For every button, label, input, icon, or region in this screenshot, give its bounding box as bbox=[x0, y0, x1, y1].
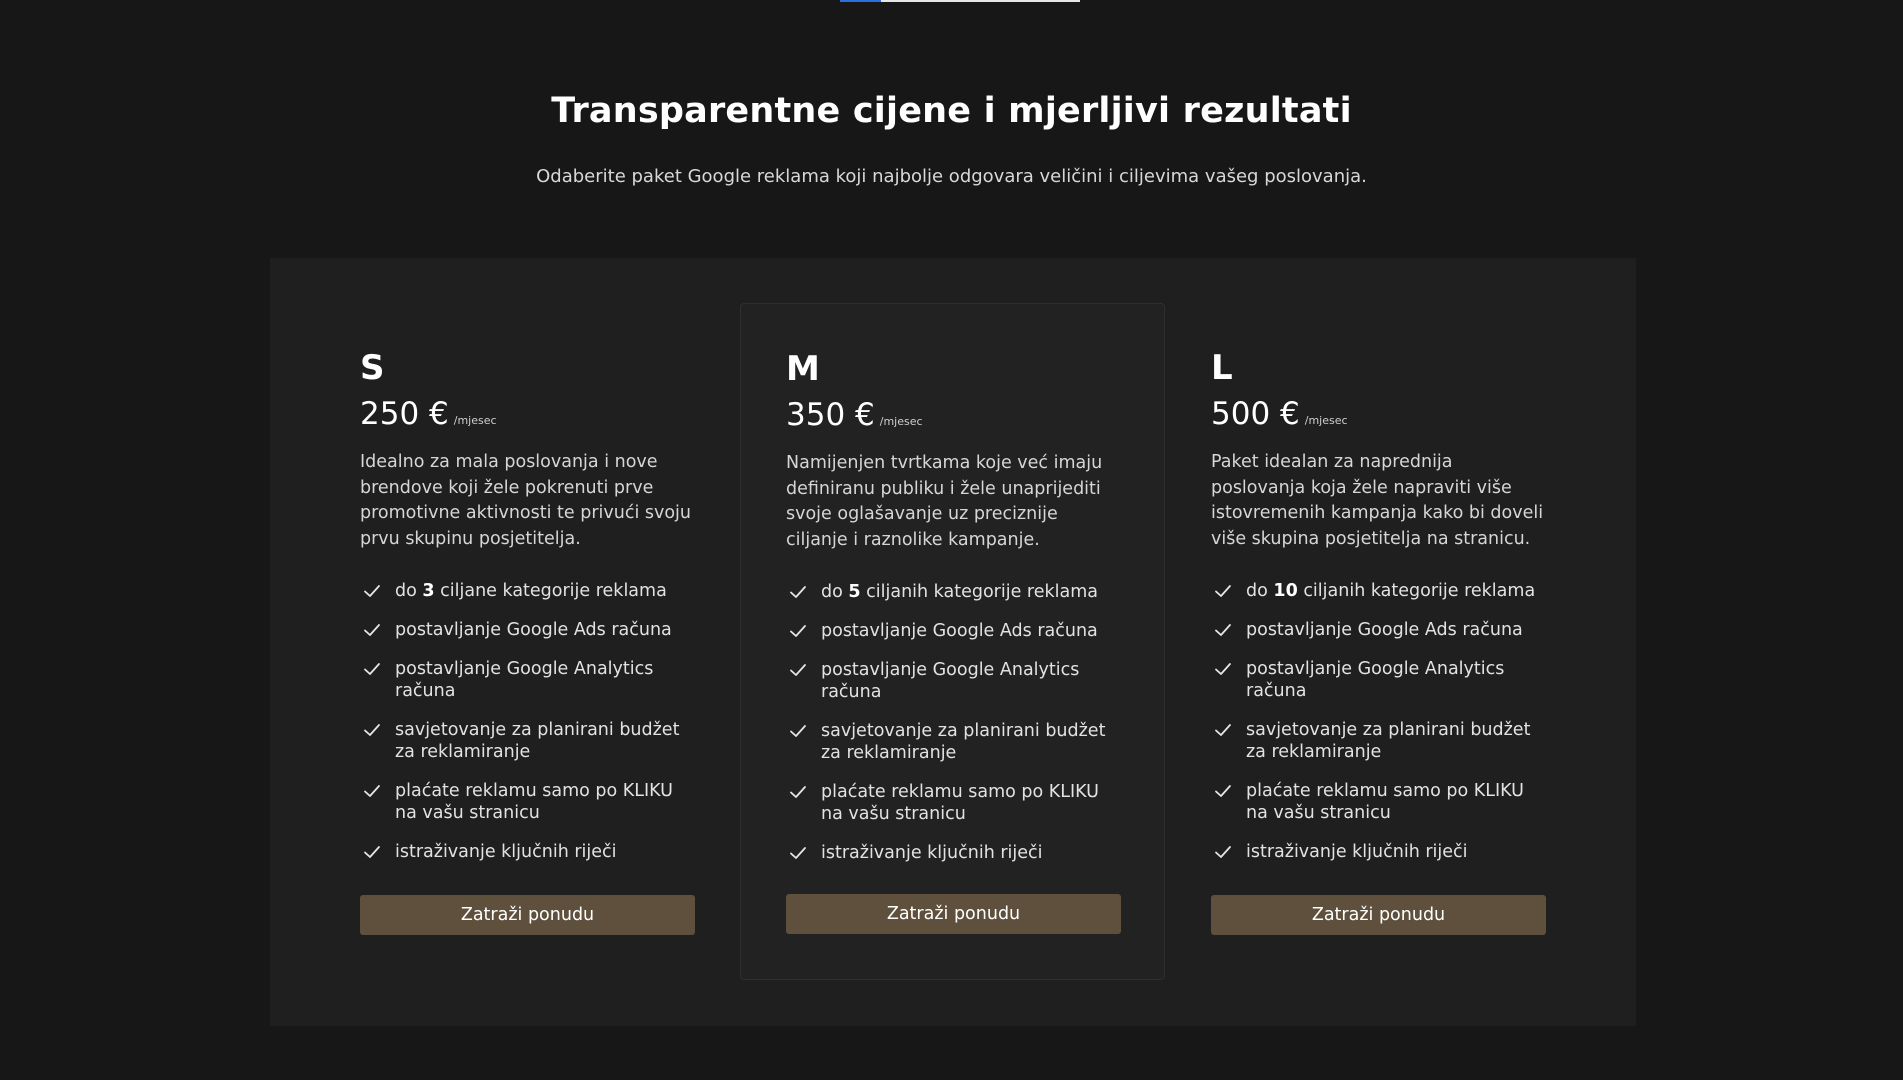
plan-description: Namijenjen tvrtkama koje već imaju definiranu publiku i žele unaprijediti svoje oglašavanje uz preciznije ciljanje i raznolike kampanje. bbox=[786, 453, 1103, 550]
feature-text: do 3 ciljane kategorije reklama bbox=[395, 581, 667, 601]
feature-item bbox=[360, 841, 695, 863]
check-icon bbox=[363, 782, 381, 800]
check-icon bbox=[789, 722, 807, 740]
check-icon bbox=[1214, 721, 1232, 739]
feature-text: istraživanje ključnih riječi bbox=[1246, 842, 1468, 862]
plan-card-l bbox=[1166, 303, 1591, 980]
plan-period: /mjesec bbox=[879, 415, 923, 428]
feature-text: postavljanje Google Analytics računa bbox=[1246, 659, 1505, 701]
pricing-panel bbox=[270, 258, 1636, 1026]
feature-text: do 10 ciljanih kategorije reklama bbox=[1246, 581, 1536, 601]
price-row bbox=[786, 397, 1119, 437]
feature-item bbox=[786, 781, 1119, 825]
feature-list bbox=[786, 581, 1119, 864]
check-icon bbox=[1214, 621, 1232, 639]
feature-text: istraživanje ključnih riječi bbox=[821, 843, 1043, 863]
plan-description: Paket idealan za naprednija poslovanja koja žele napraviti više istovremenih kampanja kako bi doveli više skupina posjetitelja na stranicu. bbox=[1211, 452, 1544, 549]
feature-item bbox=[1211, 619, 1546, 641]
plan-tier: M bbox=[786, 349, 820, 389]
check-icon bbox=[789, 661, 807, 679]
price-row bbox=[1211, 396, 1546, 436]
feature-text: postavljanje Google Ads računa bbox=[395, 620, 672, 640]
feature-item bbox=[1211, 780, 1546, 824]
feature-list bbox=[1211, 580, 1546, 863]
feature-item bbox=[360, 719, 695, 763]
request-quote-button[interactable]: Zatraži ponudu bbox=[786, 894, 1121, 934]
feature-item bbox=[786, 659, 1119, 703]
check-icon bbox=[363, 621, 381, 639]
feature-text: savjetovanje za planirani budžet za reklamiranje bbox=[395, 720, 680, 762]
check-icon bbox=[1214, 843, 1232, 861]
request-quote-button[interactable]: Zatraži ponudu bbox=[1211, 895, 1546, 935]
feature-item bbox=[786, 581, 1119, 603]
scroll-progress-bar bbox=[840, 0, 1080, 2]
feature-text: plaćate reklamu samo po KLIKU na vašu stranicu bbox=[1246, 781, 1524, 823]
feature-item bbox=[786, 720, 1119, 764]
feature-item bbox=[786, 842, 1119, 864]
plan-price: 500 € bbox=[1211, 396, 1300, 432]
plan-card-m bbox=[740, 303, 1165, 980]
price-row bbox=[360, 396, 695, 436]
section-subtitle: Odaberite paket Google reklama koji najbolje odgovara veličini i ciljevima vašeg poslovanja. bbox=[536, 166, 1367, 187]
feature-text: savjetovanje za planirani budžet za reklamiranje bbox=[1246, 720, 1531, 762]
feature-text: plaćate reklamu samo po KLIKU na vašu stranicu bbox=[395, 781, 673, 823]
section-title: Transparentne cijene i mjerljivi rezultati bbox=[551, 91, 1352, 131]
check-icon bbox=[789, 622, 807, 640]
feature-item bbox=[360, 780, 695, 824]
feature-item bbox=[1211, 658, 1546, 702]
plan-price: 250 € bbox=[360, 396, 449, 432]
scroll-progress-fill bbox=[840, 0, 881, 2]
check-icon bbox=[789, 583, 807, 601]
feature-item bbox=[786, 620, 1119, 642]
request-quote-button[interactable]: Zatraži ponudu bbox=[360, 895, 695, 935]
check-icon bbox=[363, 843, 381, 861]
plan-period: /mjesec bbox=[1304, 414, 1348, 427]
feature-item bbox=[360, 658, 695, 702]
feature-text: savjetovanje za planirani budžet za reklamiranje bbox=[821, 721, 1106, 763]
feature-text: postavljanje Google Ads računa bbox=[1246, 620, 1523, 640]
feature-item bbox=[360, 580, 695, 602]
feature-text: postavljanje Google Analytics računa bbox=[395, 659, 654, 701]
feature-list bbox=[360, 580, 695, 863]
feature-item bbox=[1211, 719, 1546, 763]
feature-text: do 5 ciljanih kategorije reklama bbox=[821, 582, 1098, 602]
plan-card-s bbox=[315, 303, 740, 980]
check-icon bbox=[363, 660, 381, 678]
plan-description: Idealno za mala poslovanja i nove brendove koji žele pokrenuti prve promotivne aktivnosti te privući svoju prvu skupinu posjetitelja. bbox=[360, 452, 692, 549]
feature-item bbox=[1211, 841, 1546, 863]
feature-item bbox=[1211, 580, 1546, 602]
check-icon bbox=[1214, 782, 1232, 800]
plan-tier: L bbox=[1211, 348, 1233, 388]
feature-text: postavljanje Google Ads računa bbox=[821, 621, 1098, 641]
check-icon bbox=[1214, 582, 1232, 600]
feature-text: plaćate reklamu samo po KLIKU na vašu stranicu bbox=[821, 782, 1099, 824]
feature-text: istraživanje ključnih riječi bbox=[395, 842, 617, 862]
check-icon bbox=[363, 582, 381, 600]
feature-item bbox=[360, 619, 695, 641]
plan-period: /mjesec bbox=[453, 414, 497, 427]
plan-price: 350 € bbox=[786, 397, 875, 433]
feature-text: postavljanje Google Analytics računa bbox=[821, 660, 1080, 702]
check-icon bbox=[789, 844, 807, 862]
check-icon bbox=[789, 783, 807, 801]
check-icon bbox=[1214, 660, 1232, 678]
plan-tier: S bbox=[360, 348, 385, 388]
check-icon bbox=[363, 721, 381, 739]
